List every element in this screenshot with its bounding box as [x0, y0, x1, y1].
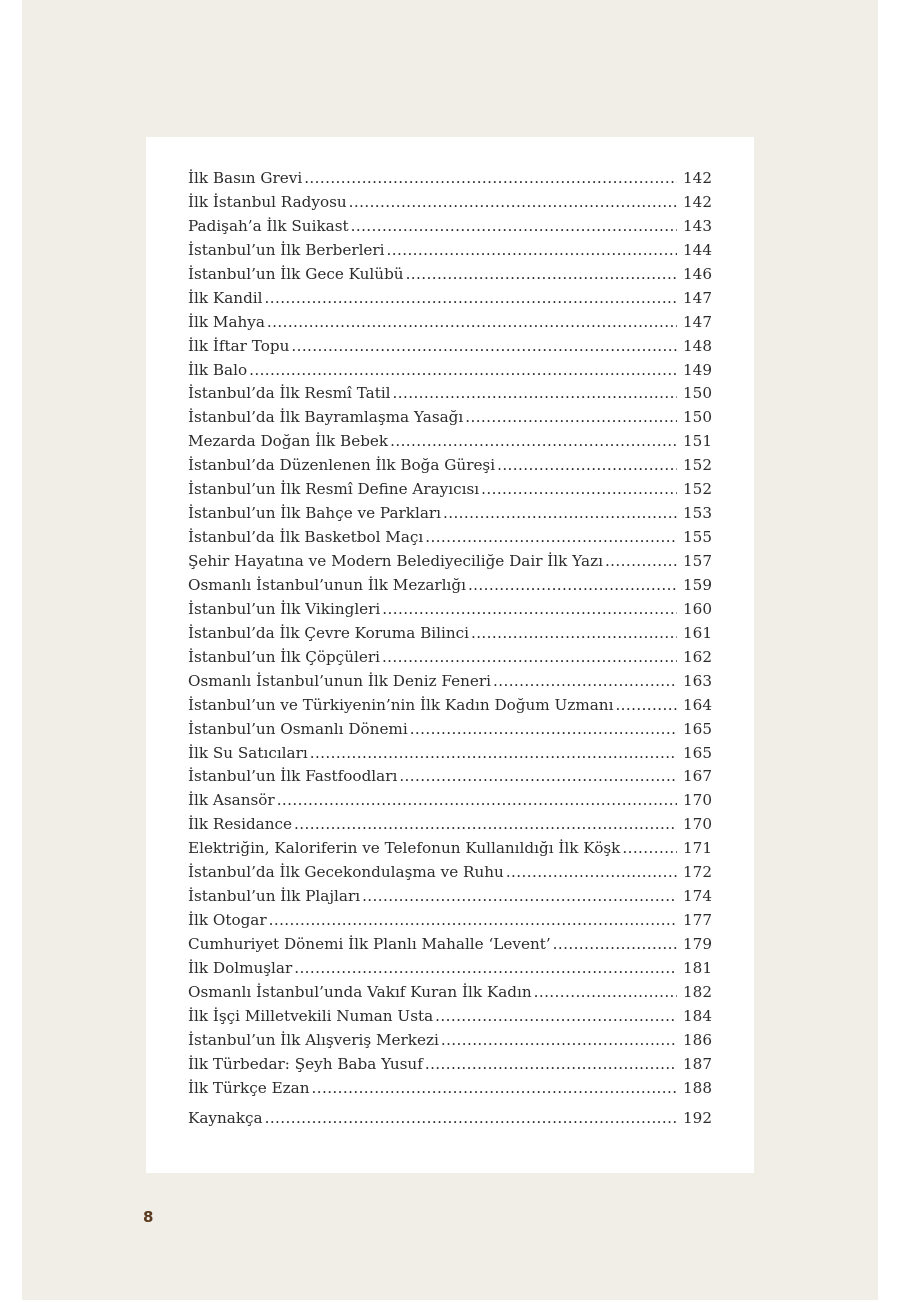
page-number: 8 — [143, 1208, 154, 1226]
toc-entry-title: Elektriğin, Kaloriferin ve Telefonun Kullanıldığı İlk Köşk — [188, 839, 621, 858]
toc-entry-page: 163 — [683, 671, 712, 690]
toc-entry-page: 181 — [683, 958, 712, 977]
dot-leader — [349, 193, 677, 211]
toc-entry-title: İlk Asansör — [188, 791, 275, 810]
toc-entry-page: 152 — [683, 480, 712, 499]
toc-entry-title: İstanbul’da İlk Çevre Koruma Bilinci — [188, 623, 469, 642]
toc-entry-title: Padişah’a İlk Suikast — [188, 216, 349, 235]
toc-entry — [188, 576, 712, 600]
toc-entry-title: İstanbul’un İlk Bahçe ve Parkları — [188, 504, 441, 523]
toc-entry-page: 170 — [683, 791, 712, 810]
toc-entry — [188, 863, 712, 887]
toc-entry — [188, 815, 712, 839]
toc-entry — [188, 265, 712, 289]
dot-leader — [304, 169, 677, 187]
toc-entry — [188, 456, 712, 480]
toc-entry — [188, 1031, 712, 1055]
toc-entry-title: İlk İşçi Milletvekili Numan Usta — [188, 1006, 434, 1025]
toc-entry-page: 171 — [683, 839, 712, 858]
toc-entry — [188, 337, 712, 361]
toc-entry-title: İlk Otogar — [188, 911, 267, 930]
toc-entry-page: 192 — [683, 1108, 712, 1127]
toc-entry-title: İstanbul’da Düzenlenen İlk Boğa Güreşi — [188, 456, 496, 475]
toc-entry-title: İlk Balo — [188, 360, 248, 379]
toc-entry-title: İstanbul’un Osmanlı Dönemi — [188, 719, 408, 738]
toc-entry — [188, 193, 712, 217]
toc-entry — [188, 911, 712, 935]
toc-entry-page: 147 — [683, 312, 712, 331]
dot-leader — [605, 552, 677, 570]
toc-entry — [188, 791, 712, 815]
toc-entry-page: 160 — [683, 599, 712, 618]
dot-leader — [382, 600, 677, 618]
toc-entry — [188, 600, 712, 624]
toc-entry-title: İstanbul’un ve Türkiyenin’nin İlk Kadın Doğum Uzmanı — [188, 695, 614, 714]
dot-leader — [277, 791, 677, 809]
toc-entry-title: Osmanlı İstanbul’unun İlk Deniz Feneri — [188, 671, 492, 690]
toc-entry — [188, 1055, 712, 1079]
toc-entry-page: 155 — [683, 528, 712, 547]
dot-leader — [493, 672, 677, 690]
toc-entry-page: 165 — [683, 719, 712, 738]
toc-entry-page: 143 — [683, 216, 712, 235]
toc-entry — [188, 983, 712, 1007]
toc-entry-page: 148 — [683, 336, 712, 355]
toc-entry — [188, 361, 712, 385]
toc-entry-page: 149 — [683, 360, 712, 379]
dot-leader — [269, 911, 677, 929]
toc-entry-title: İstanbul’da İlk Basketbol Maçı — [188, 528, 424, 547]
toc-entry-title: İlk Türkçe Ezan — [188, 1078, 310, 1097]
toc-entry — [188, 744, 712, 768]
toc-entry — [188, 289, 712, 313]
toc-entry — [188, 720, 712, 744]
dot-leader — [435, 1007, 677, 1025]
dot-leader — [393, 384, 677, 402]
dot-leader — [615, 696, 677, 714]
toc-entry — [188, 504, 712, 528]
dot-leader — [497, 456, 677, 474]
dot-leader — [471, 624, 677, 642]
toc-entry — [188, 384, 712, 408]
toc-entry-page: 174 — [683, 887, 712, 906]
toc-entry-title: İlk Mahya — [188, 312, 265, 331]
toc-entry-page: 153 — [683, 504, 712, 523]
toc-entry-page: 165 — [683, 743, 712, 762]
toc-entry-title: Mezarda Doğan İlk Bebek — [188, 432, 389, 451]
dot-leader — [534, 983, 677, 1001]
dot-leader — [425, 528, 677, 546]
dot-leader — [312, 1079, 677, 1097]
toc-entry-page: 152 — [683, 456, 712, 475]
toc-entry-title: İstanbul’un İlk Çöpçüleri — [188, 647, 380, 666]
dot-leader — [351, 217, 677, 235]
dot-leader — [465, 408, 677, 426]
dot-leader — [441, 1031, 677, 1049]
toc-entry-page: 188 — [683, 1078, 712, 1097]
toc-entry — [188, 1079, 712, 1103]
toc-entry-page: 187 — [683, 1054, 712, 1073]
toc-entry — [188, 959, 712, 983]
dot-leader — [291, 337, 677, 355]
toc-entry-title: İlk Su Satıcıları — [188, 743, 308, 762]
toc-entry-title: İstanbul’un İlk Fastfoodları — [188, 767, 398, 786]
toc-entry-title: İlk Kandil — [188, 288, 263, 307]
dot-leader — [390, 432, 677, 450]
toc-entry — [188, 217, 712, 241]
toc-entry — [188, 887, 712, 911]
toc-entry — [188, 480, 712, 504]
toc-entry-page: 184 — [683, 1006, 712, 1025]
toc-entry — [188, 935, 712, 959]
toc-entry-page: 186 — [683, 1030, 712, 1049]
toc-entry-title: İstanbul’da İlk Bayramlaşma Yasağı — [188, 408, 464, 427]
toc-entry-title: İlk İstanbul Radyosu — [188, 192, 347, 211]
toc-entry — [188, 696, 712, 720]
dot-leader — [553, 935, 677, 953]
toc-entry-page: 151 — [683, 432, 712, 451]
dot-leader — [294, 815, 677, 833]
toc-entry-page: 157 — [683, 552, 712, 570]
toc-entry-title: Kaynakça — [188, 1108, 263, 1127]
dot-leader — [468, 576, 677, 594]
dot-leader — [443, 504, 677, 522]
toc-entry-page: 150 — [683, 384, 712, 403]
dot-leader — [249, 361, 677, 379]
toc-entry-page: 172 — [683, 863, 712, 882]
toc-entry-page: 177 — [683, 911, 712, 930]
toc-entry — [188, 648, 712, 672]
toc-entry-page: 150 — [683, 408, 712, 427]
toc-entry-title: Osmanlı İstanbul’unun İlk Mezarlığı — [188, 575, 466, 594]
toc-entry-title: İstanbul’un İlk Alışveriş Merkezi — [188, 1030, 439, 1049]
toc-entry-page: 162 — [683, 647, 712, 666]
toc-entry — [188, 839, 712, 863]
toc-entry-title: İstanbul’un İlk Resmî Define Arayıcısı — [188, 480, 480, 499]
toc-entry-title: İstanbul’da İlk Gecekondulaşma ve Ruhu — [188, 863, 504, 882]
toc-entry — [188, 313, 712, 337]
toc-entry-page: 179 — [683, 935, 712, 953]
toc-entry-page: 144 — [683, 240, 712, 259]
dot-leader — [410, 720, 677, 738]
toc-entry — [188, 767, 712, 791]
toc-entry-title: İlk İftar Topu — [188, 336, 290, 355]
dot-leader — [294, 959, 677, 977]
toc-entry-page: 142 — [683, 169, 712, 187]
toc-list — [188, 169, 712, 1133]
toc-entry-title: İstanbul’un İlk Vikingleri — [188, 599, 381, 618]
toc-entry — [188, 241, 712, 265]
dot-leader — [425, 1055, 677, 1073]
dot-leader — [481, 480, 677, 498]
toc-entry — [188, 624, 712, 648]
toc-entry — [188, 528, 712, 552]
toc-entry — [188, 672, 712, 696]
toc-entry-page: 170 — [683, 815, 712, 834]
toc-entry-page: 161 — [683, 623, 712, 642]
dot-leader — [362, 887, 677, 905]
toc-entry-title: İlk Türbedar: Şeyh Baba Yusuf — [188, 1054, 423, 1073]
toc-entry — [188, 169, 712, 193]
toc-entry — [188, 432, 712, 456]
toc-entry-title: İstanbul’un İlk Berberleri — [188, 240, 385, 259]
toc-entry-page: 164 — [683, 695, 712, 714]
dot-leader — [506, 863, 677, 881]
toc-entry-title: İstanbul’da İlk Resmî Tatil — [188, 384, 391, 403]
toc-entry — [188, 1007, 712, 1031]
toc-entry-title: İstanbul’un İlk Gece Kulübü — [188, 264, 404, 283]
toc-entry-page: 146 — [683, 264, 712, 283]
toc-entry-page: 159 — [683, 575, 712, 594]
toc-entry-title: İlk Basın Grevi — [188, 169, 303, 187]
dot-leader — [265, 1109, 677, 1127]
toc-entry-page: 167 — [683, 767, 712, 786]
dot-leader — [267, 313, 677, 331]
dot-leader — [387, 241, 677, 259]
dot-leader — [382, 648, 677, 666]
toc-entry-title: İlk Residance — [188, 815, 293, 834]
table-of-contents — [146, 137, 754, 1173]
dot-leader — [265, 289, 677, 307]
toc-entry-title: Osmanlı İstanbul’unda Vakıf Kuran İlk Kadın — [188, 982, 532, 1001]
toc-entry-references — [188, 1109, 712, 1133]
toc-entry-page: 142 — [683, 192, 712, 211]
toc-entry — [188, 552, 712, 576]
toc-entry-page: 147 — [683, 288, 712, 307]
dot-leader — [399, 767, 677, 785]
dot-leader — [310, 744, 677, 762]
toc-entry-title: Şehir Hayatına ve Modern Belediyeciliğe Dair İlk Yazı — [188, 552, 603, 570]
dot-leader — [622, 839, 677, 857]
dot-leader — [406, 265, 677, 283]
toc-entry-page: 182 — [683, 982, 712, 1001]
toc-entry-title: Cumhuriyet Dönemi İlk Planlı Mahalle ‘Levent’ — [188, 935, 551, 953]
toc-entry — [188, 408, 712, 432]
toc-entry-title: İlk Dolmuşlar — [188, 958, 293, 977]
toc-entry-title: İstanbul’un İlk Plajları — [188, 887, 361, 906]
